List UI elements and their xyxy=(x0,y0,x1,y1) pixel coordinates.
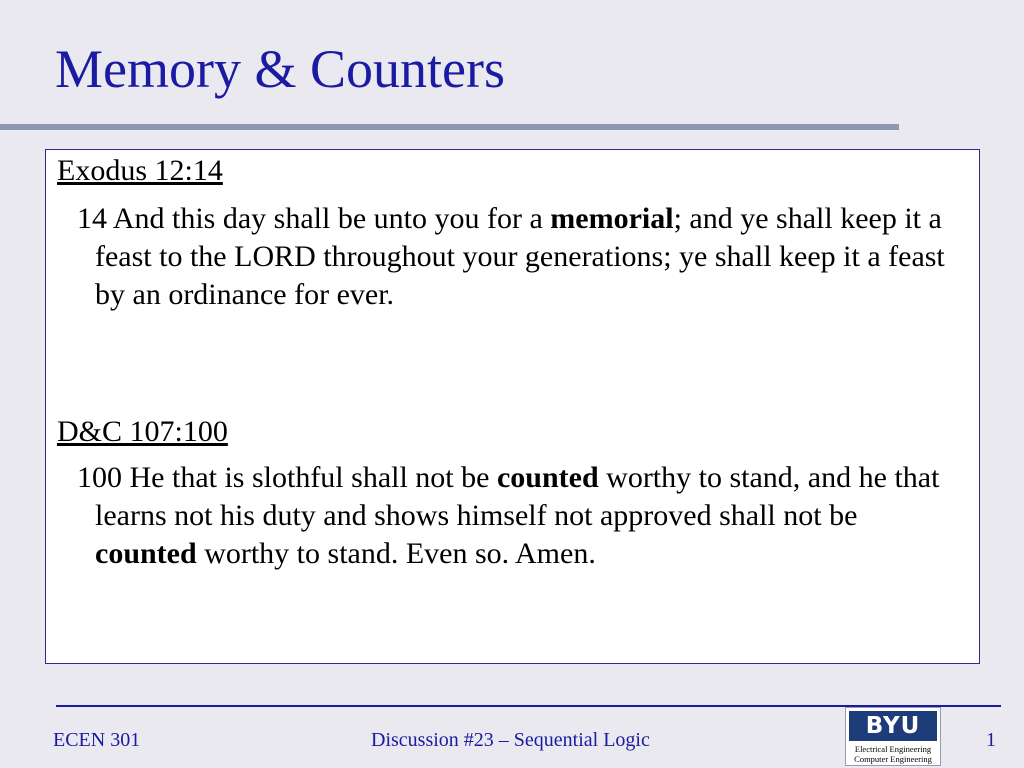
content-box xyxy=(45,149,980,664)
passage-text-exodus xyxy=(77,200,957,314)
emphasis-counted: counted xyxy=(95,537,197,570)
passage-text-part: 100 He that is slothful shall not be xyxy=(77,461,497,494)
footer-topic: Discussion #23 – Sequential Logic xyxy=(371,729,650,751)
logo-band xyxy=(849,711,937,741)
passage-text-dc xyxy=(77,459,957,573)
slide-title: Memory & Counters xyxy=(55,39,505,99)
footer-course: ECEN 301 xyxy=(53,729,141,751)
logo-line-electrical: Electrical Engineering xyxy=(854,744,932,754)
logo-mark: BYU xyxy=(865,713,921,739)
passage-text-part: worthy to stand. Even so. Amen. xyxy=(196,537,596,570)
emphasis-memorial: memorial xyxy=(550,202,674,235)
passage-heading-dc: D&C 107:100 xyxy=(57,415,228,448)
passage-heading-exodus: Exodus 12:14 xyxy=(57,154,223,187)
page-number: 1 xyxy=(986,729,996,751)
emphasis-counted: counted xyxy=(496,461,599,494)
logo-line-computer: Computer Engineering xyxy=(854,754,932,764)
passage-text-part: 14 And this day shall be unto you for a xyxy=(77,202,551,235)
passage-text-part: ; and ye shall keep it a feast to the LORD throughout your generations; ye shall keep it a feast by an ordinance for ever. xyxy=(95,202,945,311)
byu-logo xyxy=(845,707,941,766)
title-divider xyxy=(0,124,899,130)
passage-text-part: worthy to stand, and he that learns not his duty and shows himself not approved shall not be xyxy=(95,461,940,532)
